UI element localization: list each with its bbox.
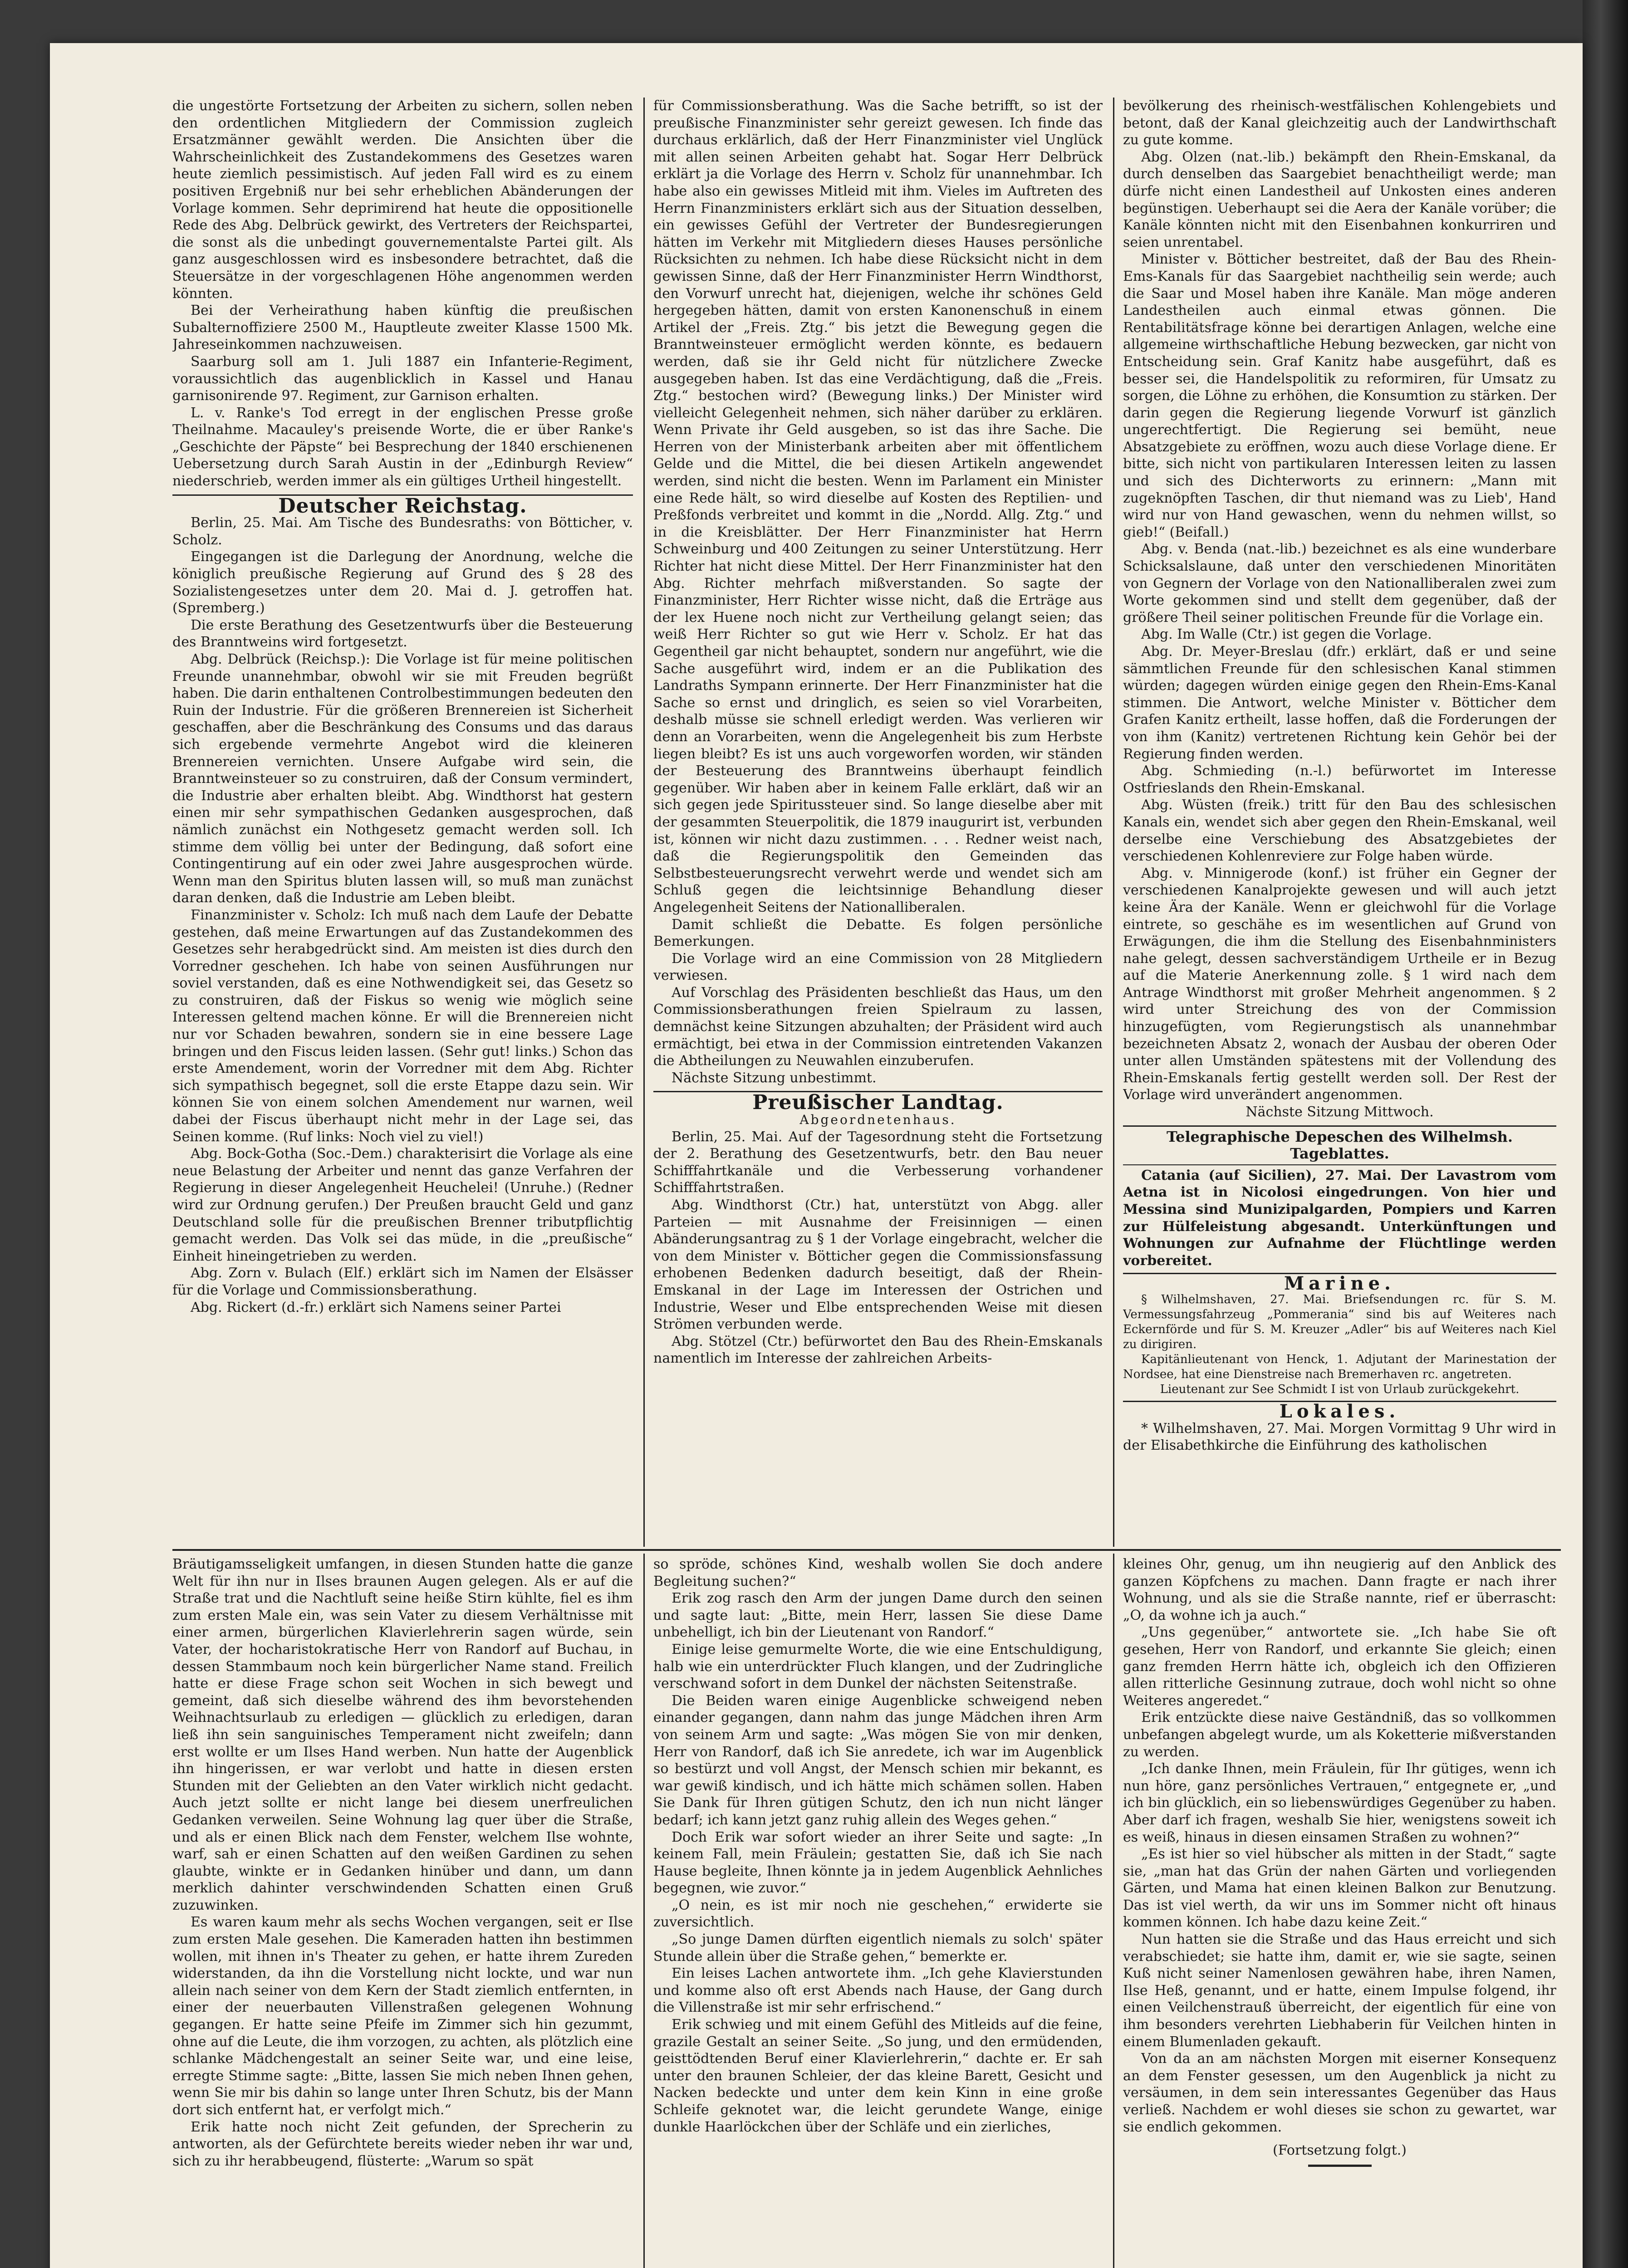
story-paragraph: so spröde, schönes Kind, weshalb wollen Sie doch andere Begleitung suchen?“ — [653, 1556, 1103, 1589]
article-paragraph: Abg. v. Minnigerode (konf.) ist früher ein Gegner der verschiedenen Kanalprojekte gewesen und will auch jetzt keine Ära der Kanäle. Wenn er gleichwohl für die Vorlage eintrete, so geschähe es im wesentlichen auf Grund von Erwägungen, die ihm die Stellung des Eisenbahnministers nahe gelegt, dessen sachverständigem Urtheile er in Bezug auf die Materie Anerkennung zolle. § 1 wird nach dem Antrage Windthorst mit großer Mehrheit angenommen. § 2 wird unter Streichung des von der Commission hinzugefügten, vom Regierungstisch als unannehmbar bezeichneten Absatz 2, wonach der Ausbau der oberen Oder unter allen Umständen spätestens mit der Vollendung des Rhein-Emskanals fertig gestellt werden soll. Der Rest der Vorlage wird unverändert angenommen. — [1123, 865, 1556, 1103]
story-paragraph: Von da an am nächsten Morgen mit eiserner Konsequenz an dem Fenster gesessen, um den Augenblick ja nicht zu versäumen, in dem sein interessantes Gegenüber das Haus verließ. Nachdem er wohl dieses sie schon zu gewartet, war sie endlich gekommen. — [1123, 2051, 1556, 2135]
column-2 — [653, 98, 1103, 1545]
article-paragraph: Lieutenant zur See Schmidt I ist von Urlaub zurückgekehrt. — [1160, 1382, 1520, 1396]
article-paragraph: Nächste Sitzung unbestimmt. — [672, 1070, 877, 1086]
story-paragraph: Erik entzückte diese naive Geständniß, das so vollkommen unbefangen abgelegt wurde, um als Koketterie mißverstanden zu werden. — [1123, 1710, 1556, 1760]
column-divider — [643, 98, 645, 1547]
story-paragraph: Erik schwieg und mit einem Gefühl des Mitleids auf die feine, grazile Gestalt an seiner Seite. „So jung, und den ermüdenden, geisttödtenden Beruf einer Klavierlehrerin,“ dachte er. Er sah unter den braunen Schleier, der das kleine Barett, Gesicht und Nacken bedeckte und unter dem kein Kinn in eine große Schleife geknotet war, die leicht gerundete Wange, einige dunkle Haarlöckchen über der Schläfe und ein zierliches, — [653, 2017, 1103, 2135]
story-paragraph: kleines Ohr, genug, um ihn neugierig auf den Anblick des ganzen Köpfchens zu machen. Dann fragte er nach ihrer Wohnung, und als sie die Straße nannte, rief er überrascht: „O, da wohne ich ja auch.“ — [1123, 1556, 1556, 1623]
article-paragraph: Die erste Berathung des Gesetzentwurfs über die Besteuerung des Branntweins wird fortgesetzt. — [172, 617, 633, 650]
section-subheading: Abgeordnetenhaus. — [799, 1112, 956, 1128]
article-paragraph: Berlin, 25. Mai. Am Tische des Bundesraths: von Bötticher, v. Scholz. — [172, 515, 633, 548]
article-paragraph: Abg. Zorn v. Bulach (Elf.) erklärt sich im Namen der Elsässer für die Vorlage und Commissionsberathung. — [172, 1265, 633, 1298]
article-paragraph: Abg. Bock-Gotha (Soc.-Dem.) charakterisirt die Vorlage als eine neue Belastung der Arbeiter und nennt das ganze Verfahren der Regierung in dieser Angelegenheit Heuchelei! (Unruhe.) (Redner wird zur Ordnung gerufen.) Der Preußen braucht Geld und ganz Deutschland solle für die preußischen Brenner tributpflichtig gemacht werden. Das Volk sei das müde, in die „preußische“ Einheit hineingetrieben zu werden. — [172, 1146, 633, 1264]
article-paragraph: Berlin, 25. Mai. Auf der Tagesordnung steht die Fortsetzung der 2. Berathung des Gesetzentwurfs, betr. den Bau neuer Schifffahrtkanäle und die Verbesserung vorhandener Schifffahrtstraßen. — [653, 1129, 1103, 1196]
story-paragraph: „O nein, es ist mir noch nie geschehen,“ erwiderte sie zuversichtlich. — [653, 1897, 1103, 1931]
feuilleton-divider — [172, 1549, 1561, 1551]
article-paragraph: Minister v. Bötticher bestreitet, daß der Bau des Rhein-Ems-Kanals für das Saargebiet nachtheilig sein werde; auch die Saar und Mosel haben ihre Kanäle. Man möge anderen Landestheilen auch einmal etwas gönnen. Die Rentabilitätsfrage könne bei derartigen Anlagen, welche eine allgemeine wirthschaftliche Hebung bezwecken, gar nicht von Entscheidung sein. Graf Kanitz habe ausgeführt, daß es besser sei, die Handelspolitik zu reformiren, für Umsatz zu sorgen, die Löhne zu erhöhen, die Konsumtion zu stärken. Der darin gegen die Regierung liegende Vorwurf ist gänzlich ungerechtfertigt. Die Regierung sei bemüht, neue Absatzgebiete zu eröffnen, wozu auch diese Vorlage diene. Er bitte, sich nicht von partikularen Interessen leiten zu lassen und sich des Dichterworts zu erinnern: „Mann mit zugeknöpften Taschen, dir thut niemand was zu Lieb', Hand wird nur von Hand gewaschen, wenn du nehmen willst, so gieb!“ (Beifall.) — [1123, 251, 1556, 540]
story-paragraph: „So junge Damen dürften eigentlich niemals zu solch' später Stunde allein über die Straße gehen,“ bemerkte er. — [653, 1931, 1103, 1965]
feuilleton-column-1 — [172, 1556, 633, 2268]
article-paragraph: * Wilhelmshaven, 27. Mai. Morgen Vormittag 9 Uhr wird in der Elisabethkirche die Einführung des katholischen — [1123, 1420, 1556, 1454]
article-paragraph: Abg. Schmieding (n.-l.) befürwortet im Interesse Ostfrieslands den Rhein-Emskanal. — [1123, 763, 1556, 796]
section-heading-marine: Marine. — [1284, 1273, 1395, 1295]
article-paragraph: Abg. Dr. Meyer-Breslau (dfr.) erklärt, daß er und seine sämmtlichen Freunde für den schlesischen Kanal stimmen würden; dagegen würden einige gegen den Rhein-Ems-Kanal stimmen. Die Antwort, welche Minister v. Bötticher dem Grafen Kanitz ertheilt, lasse hoffen, daß die Forderungen der von ihm (Kanitz) vertretenen Richtung kein Gehör bei der Regierung finden werden. — [1123, 644, 1556, 762]
column-divider — [1113, 98, 1114, 1547]
article-paragraph: § Wilhelmshaven, 27. Mai. Briefsendungen rc. für S. M. Vermessungsfahrzeug „Pommerania“ sind bis auf Weiteres nach Eckernförde und für S. M. Kreuzer „Adler“ bis auf Weiteres nach Kiel zu dirigiren. — [1123, 1292, 1556, 1351]
feuilleton-column-2 — [653, 1556, 1103, 2268]
page-edge — [1583, 0, 1628, 2268]
story-paragraph: „Ich danke Ihnen, mein Fräulein, für Ihr gütiges, wenn ich nun höre, ganz persönliches Vertrauen,“ entgegnete er, „und ich bin glücklich, ein so liebenswürdiges Gegenüber zu haben. Aber darf ich fragen, weshalb Sie hier, wenigstens soweit ich es weiß, hinaus in diesen einsamen Straßen zu wohnen?“ — [1123, 1761, 1556, 1845]
story-paragraph: Erik zog rasch den Arm der jungen Dame durch den seinen und sagte laut: „Bitte, mein Herr, lassen Sie diese Dame unbehelligt, ich bin der Lieutenant von Randorf.“ — [653, 1590, 1103, 1641]
article-paragraph: Abg. Im Walle (Ctr.) ist gegen die Vorlage. — [1141, 626, 1432, 643]
article-paragraph: Abg. Windthorst (Ctr.) hat, unterstützt von Abgg. aller Parteien — mit Ausnahme der Freisinnigen — einen Abänderungsantrag zu § 1 der Vorlage eingebracht, welcher die von dem Minister v. Bötticher gegen die Commissionsfassung erhobenen Bedenken dadurch beseitigt, daß der Rhein-Emskanal in der Lage im Interessen der Ostrichen und Industrie, Weser und Elbe entsprechenden Weise mit diesen Strömen verbunden werde. — [653, 1197, 1103, 1333]
column-1 — [172, 98, 633, 1545]
article-paragraph: Kapitänlieutenant von Henck, 1. Adjutant der Marinestation der Nordsee, hat eine Dienstreise nach Bremerhaven rc. angetreten. — [1123, 1352, 1556, 1381]
column-divider — [1113, 1554, 1114, 2268]
article-paragraph: Abg. Delbrück (Reichsp.): Die Vorlage ist für meine politischen Freunde unannehmbar, obwohl wir sie mit Freuden begrüßt haben. Die darin enthaltenen Controlbestimmungen bedeuten den Ruin der Industrie. Für die größeren Brennereien ist Sicherheit geschaffen, aber die Beschränkung des Consums und das daraus sich ergebende vermehrte Angebot wird die kleineren Brennereien vernichten. Unsere Aufgabe wird sein, die Branntweinsteuer so zu construiren, daß der Consum vermindert, die Industrie aber erhalten bleibt. Abg. Windthorst hat gestern einen mir sehr sympathischen Gedanken ausgesprochen, daß nämlich zunächst ein Nothgesetz gemacht werden soll. Ich stimme dem völlig bei unter der Bedingung, daß sofort eine Contingentirung auf ein oder zwei Jahre ausgesprochen würde. Wenn man den Spiritus bluten lassen will, so muß man zunächst daran denken, daß die Industrie am Leben bleibt. — [172, 651, 633, 906]
continuation-note: (Fortsetzung folgt.) — [1273, 2142, 1407, 2159]
article-paragraph: Damit schließt die Debatte. Es folgen persönliche Bemerkungen. — [653, 916, 1103, 950]
story-paragraph: Bräutigamsseligkeit umfangen, in diesen Stunden hatte die ganze Welt für ihn nur in Ilses braunen Augen gelegen. Als er auf die Straße trat und die Nachtluft seine heiße Stirn kühlte, fiel es ihm zum ersten Male ein, was sein Vater zu diesem Verhältnisse mit einer armen, bürgerlichen Klavierlehrerin sagen würde, sein Vater, der hocharistokratische Herr von Randorf auf Buchau, in dessen Stammbaum noch kein bürgerlicher Name stand. Freilich hatte er diese Frage schon seit Wochen in sich bewegt und gemeint, daß sich dieselbe während des ihm bevorstehenden Weihnachtsurlaub zu erledigen — glücklich zu erledigen, daran ließ ihn sein sanguinisches Temperament nicht zweifeln; dann erst wollte er um Ilses Hand werben. Nun hatte der Augenblick ihn hingerissen, er war verlobt und hatte in diesen ersten Stunden mit der Geliebten an den Vater wirklich nicht gedacht. Auch jetzt sollte er nicht lange bei diesem unerfreulichen Gedanken verweilen. Seine Wohnung lag quer über die Straße, und als er einen Blick nach dem Fenster, welchem Ilse wohnte, warf, sah er einen Schatten auf den weißen Gardinen zu sehen glaubte, winkte er in Gedanken hinüber und dann, um dann merklich dahinter verschwindenden Schatten einen Gruß zuzuwinken. — [172, 1556, 633, 1913]
article-paragraph: für Commissionsberathung. Was die Sache betrifft, so ist der preußische Finanzminister sehr gereizt gewesen. Ich finde das durchaus erklärlich, daß der Herr Finanzminister viel Unglück mit allen seinen Arbeiten gehabt hat. Sogar Herr Delbrück erklärt ja die Vorlage des Herrn v. Scholz für unannehmbar. Ich habe also ein gewisses Mitleid mit ihm. Vieles im Auftreten des Herrn Finanzministers erklärt sich aus der Situation desselben, ein gewisses Gefühl der Vertreter der Bundesregierungen hätten im Verkehr mit Mitgliedern dieses Hauses persönliche Rücksichten zu nehmen. Ich habe diese Rücksicht nicht in dem gewissen Sinne, daß der Herr Finanzminister Herrn Windthorst, den Vorwurf unrecht hat, diejenigen, welche ihr schönes Geld hergegeben hätten, damit von ersten Kanonenschuß in einem Artikel der „Freis. Ztg.“ bis jetzt die Bewegung gegen die Branntweinsteuer ermöglicht werden könnte, es bedauern werden, daß sie ihr Geld nicht für nützlichere Zwecke ausgegeben haben. Ist das eine Verdächtigung, daß die „Freis. Ztg.“ bestochen wird? (Bewegung links.) Der Minister wird vielleicht Gelegenheit nehmen, sich näher darüber zu erklären. Wenn Private ihr Geld ausgeben, so ist das ihre Sache. Die Herren von der Ministerbank arbeiten aber mit öffentlichem Gelde und die Mittel, die bei diesen Artikeln angewendet werden, sind nicht die besten. Wenn im Parlament ein Minister eine Rede hält, so wird dieselbe auf Kosten des Reptilien- und Preßfonds verbreitet und kommt in die „Nordd. Allg. Ztg.“ und in die Kreisblätter. Der Herr Finanzminister hat Herrn Schweinburg und 400 Zeitungen zu seiner Unterstützung. Herr Richter hat nicht diese Mittel. Der Herr Finanzminister hat den Abg. Richter mehrfach mißverstanden. So sagte der Finanzminister, Herr Richter wisse nicht, daß die Erträge aus der lex Huene noch nicht zur Vertheilung gelangt seien; das weiß Herr Richter so gut wie Herr v. Scholz. Er hat das Gegentheil gar nicht behauptet, sondern nur angeführt, wie die Sache ausgeführt wird, indem er an die Publikation des Landraths Sympann erinnerte. Der Herr Finanzminister hat die Sache so ernst und dringlich, es seien so viel Vorarbeiten, deshalb müsse sie schnell erledigt werden. Was verlieren wir denn an Vorarbeiten, wenn die Angelegenheit bis zum Herbste liegen bleibt? Es ist uns auch vorgeworfen worden, wir ständen der Besteuerung des Branntweins überhaupt feindlich gegenüber. Wir haben aber in keinem Falle erklärt, daß wir an sich gegen jede Spiritussteuer sind. So lange dieselbe aber mit der gesammten Steuerpolitik, die 1879 inaugurirt ist, verbunden ist, können wir nicht dazu zustimmen. . . . Redner weist nach, daß die Regierungspolitik den Gemeinden das Selbstbesteuerungsrecht verwehrt werde und wendet sich am Schluß gegen die leichtsinnige Behandlung dieser Angelegenheit Seitens der Nationalliberalen. — [653, 98, 1103, 915]
article-paragraph: Die Vorlage wird an eine Commission von 28 Mitgliedern verwiesen. — [653, 950, 1103, 984]
article-paragraph: Abg. Olzen (nat.-lib.) bekämpft den Rhein-Emskanal, da durch denselben das Saargebiet benachtheiligt werde; man dürfe nicht einen Landestheil auf Unkosten eines anderen begünstigen. Ueberhaupt sei die Aera der Kanäle vorüber; die Kanäle könnten nicht mit den Eisenbahnen konkurriren und seien unrentabel. — [1123, 149, 1556, 250]
feuilleton-column-3 — [1123, 1556, 1556, 2268]
article-paragraph: Eingegangen ist die Darlegung der Anordnung, welche die königlich preußische Regierung auf Grund des § 28 des Sozialistengesetzes unter dem 20. Mai d. J. getroffen hat. (Spremberg.) — [172, 549, 633, 616]
story-paragraph: Doch Erik war sofort wieder an ihrer Seite und sagte: „In keinem Fall, mein Fräulein; gestatten Sie, daß ich Sie nach Hause begleite, Ihnen könnte ja in jedem Augenblick Aehnliches begegnen, wie zuvor.“ — [653, 1829, 1103, 1897]
article-paragraph: die ungestörte Fortsetzung der Arbeiten zu sichern, sollen neben den ordentlichen Mitgliedern der Commission zugleich Ersatzmänner gewählt werden. Die Ansichten über die Wahrscheinlichkeit des Zustandekommens des Gesetzes waren heute ziemlich pessimistisch. Auf jeden Fall wird es zu einem positiven Ergebniß nur bei sehr erheblichen Abänderungen der Vorlage kommen. Sehr deprimirend hat heute die oppositionelle Rede des Abg. Delbrück gewirkt, des Vertreters der Reichspartei, die sonst als die unbedingt gouvernementalste Partei gilt. Als ganz ausgeschlossen wird es insbesondere betrachtet, daß die Steuersätze in der vorgeschlagenen Höhe angenommen werden könnten. — [172, 98, 633, 302]
column-divider — [643, 1554, 645, 2268]
story-paragraph: Es waren kaum mehr als sechs Wochen vergangen, seit er Ilse zum ersten Male gesehen. Die Kameraden hatten ihn bestimmen wollen, mit ihnen in's Theater zu gehen, er hatte ihrem Zureden widerstanden, da ihn die Vorstellung nicht lockte, und war nun allein nach seiner von dem Kern der Stadt ziemlich entfernten, in einer der neuerbauten Villenstraßen gelegenen Wohnung gegangen. Er hatte seine Pfeife im Zimmer sich hin gezummt, ohne auf die Leute, die ihm vorzogen, zu achten, als plötzlich eine schlanke Mädchengestalt an seiner Seite war, und eine leise, erregte Stimme sagte: „Bitte, lassen Sie mich neben Ihnen gehen, wenn Sie mir bis dahin so lange unter Ihren Schutz, bis der Mann dort sich entfernt hat, er verfolgt mich.“ — [172, 1914, 633, 2118]
section-heading-telegram: Telegraphische Depeschen des Wilhelmsh. Tageblattes. — [1166, 1128, 1513, 1163]
article-paragraph: Abg. Stötzel (Ctr.) befürwortet den Bau des Rhein-Emskanals namentlich im Interesse der zahlreichen Arbeits- — [653, 1333, 1103, 1367]
article-paragraph: Abg. Rickert (d.-fr.) erklärt sich Namens seiner Partei — [191, 1299, 561, 1315]
section-heading-lokales: Lokales. — [1279, 1400, 1400, 1422]
section-heading-landtag: Preußischer Landtag. — [752, 1091, 1004, 1114]
article-paragraph: Abg. Wüsten (freik.) tritt für den Bau des schlesischen Kanals ein, wendet sich aber gegen den Rhein-Emskanal, weil derselbe eine Verschiebung des Absatzgebietes der verschiedenen Kohlenreviere zur Folge haben würde. — [1123, 797, 1556, 865]
article-paragraph: bevölkerung des rheinisch-westfälischen Kohlengebiets und betont, daß der Kanal gleichzeitig auch der Landwirthschaft zu gute komme. — [1123, 98, 1556, 148]
story-paragraph: Die Beiden waren einige Augenblicke schweigend neben einander gegangen, dann nahm das junge Mädchen ihren Arm von seinem Arm und sagte: „Was mögen Sie von mir denken, Herr von Randorf, daß ich Sie anredete, ich war im Augenblick so bestürzt und voll Angst, der Mensch schien mir bekannt, es war gewiß kindisch, und ich hätte mich schämen sollen. Haben Sie Dank für Ihren gütigen Schutz, den ich nun nicht länger bedarf; ich kann jetzt ganz ruhig allein des Weges gehen.“ — [653, 1692, 1103, 1828]
article-paragraph: Bei der Verheirathung haben künftig die preußischen Subalternoffiziere 2500 M., Hauptleute zweiter Klasse 1500 Mk. Jahreseinkommen nachzuweisen. — [172, 303, 633, 353]
story-paragraph: Nun hatten sie die Straße und das Haus erreicht und sich verabschiedet; sie hatte ihm, damit er, wie sie sagte, seinen Kuß nicht seiner Namenlosen gewähren habe, ihren Namen, Ilse Heß, genannt, und er hatte, einem Impulse folgend, ihr einen Veilchenstrauß überreicht, der eigentlich für eine von ihm besonders verehrten Liebhaberin für Veilchen hinten in einem Blumenladen gekauft. — [1123, 1931, 1556, 2050]
article-paragraph: Finanzminister v. Scholz: Ich muß nach dem Laufe der Debatte gestehen, daß meine Erwartungen auf das Zustandekommen des Gesetzes sehr herabgedrückt sind. Am meisten ist dies durch den Vorredner geschehen. Ich habe von seinen Ausführungen nur soviel verstanden, daß es eine Nothwendigkeit sei, das Gesetz so zu construiren, daß der Fiskus so wenig wie möglich seine Interessen geltend machen könne. Er will die Brennereien nicht nur vor Schaden bewahren, sondern sie in eine bessere Lage bringen und den Fiscus leiden lassen. (Sehr gut! links.) Schon das erste Amendement, worin der Vorredner mit dem Abg. Richter sich sympathisch begegnet, soll die erste Etappe dazu sein. Wir können Sie von einem solchen Amendement nur warnen, weil dabei der Fiscus überhaupt nicht mehr in der Lage sei, das Seinen komme. (Ruf links: Noch viel zu viel!) — [172, 907, 633, 1145]
article-paragraph: Auf Vorschlag des Präsidenten beschließt das Haus, um den Commissionsberathungen freien Spielraum zu lassen, demnächst keine Sitzungen abzuhalten; der Präsident wird auch ermächtigt, bei etwa in der Commission eintretenden Vakanzen die Abtheilungen zu Neuwahlen einzuberufen. — [653, 984, 1103, 1069]
column-3 — [1123, 98, 1556, 1545]
article-paragraph: L. v. Ranke's Tod erregt in der englischen Presse große Theilnahme. Macauley's preisende Worte, die er über Ranke's „Geschichte der Päpste“ bei Besprechung der 1840 erschienenen Uebersetzung durch Sarah Austin in der „Edinburgh Review“ niederschrieb, werden immer als ein gültiges Urtheil hingestellt. — [172, 405, 633, 489]
story-paragraph: „Es ist hier so viel hübscher als mitten in der Stadt,“ sagte sie, „man hat das Grün der nahen Gärten und vorliegenden Gärten, und Mama hat einen kleinen Balkon zur Benutzung. Das ist viel werth, da wir uns im Sommer nicht oft hinaus kommen können. Ich habe dazu keine Zeit.“ — [1123, 1846, 1556, 1931]
story-paragraph: „Uns gegenüber,“ antwortete sie. „Ich habe Sie oft gesehen, Herr von Randorf, und erkannte Sie gleich; einen ganz fremden Herrn hätte ich, obgleich ich den Offizieren allen ritterliche Gesinnung zutraue, doch wohl nicht so ohne Weiteres angeredet.“ — [1123, 1624, 1556, 1709]
story-paragraph: Einige leise gemurmelte Worte, die wie eine Entschuldigung, halb wie ein unterdrückter Fluch klangen, und der Zudringliche verschwand sofort in dem Dunkel der nächsten Seitenstraße. — [653, 1641, 1103, 1692]
article-paragraph: Abg. v. Benda (nat.-lib.) bezeichnet es als eine wunderbare Schicksalslaune, daß unter den verschiedenen Minoritäten von Gegnern der Vorlage von den Nationalliberalen zwei zum Worte gekommen sind und stellt dem gegenüber, daß der größere Theil seiner politischen Freunde für die Vorlage ein. — [1123, 541, 1556, 626]
story-paragraph: Erik hatte noch nicht Zeit gefunden, der Sprecherin zu antworten, als der Gefürchtete bereits wieder neben ihr war und, sich zu ihr herabbeugend, flüsterte: „Warum so spät — [172, 2119, 633, 2169]
article-paragraph: Saarburg soll am 1. Juli 1887 ein Infanterie-Regiment, voraussichtlich das augenblicklich in Kassel und Hanau garnisonirende 97. Regiment, zur Garnison erhalten. — [172, 353, 633, 404]
story-paragraph: Ein leises Lachen antwortete ihm. „Ich gehe Klavierstunden und komme also oft erst Abends nach Hause, der Gang durch die Villenstraße ist mir sehr erfrischend.“ — [653, 1965, 1103, 2016]
article-paragraph: Nächste Sitzung Mittwoch. — [1246, 1104, 1434, 1120]
telegram-text: Catania (auf Sicilien), 27. Mai. Der Lavastrom vom Aetna ist in Nicolosi eingedrungen. Von hier und Messina sind Munizipalgarden, Pompiers und Karren zur Hülfeleistung abgesandt. Unterkünftungen und Wohnungen zur Aufnahme der Flüchtlinge werden vorbereitet. — [1123, 1167, 1556, 1269]
ornamental-rule — [1308, 2165, 1372, 2167]
section-heading-reichstag: Deutscher Reichstag. — [278, 494, 527, 518]
